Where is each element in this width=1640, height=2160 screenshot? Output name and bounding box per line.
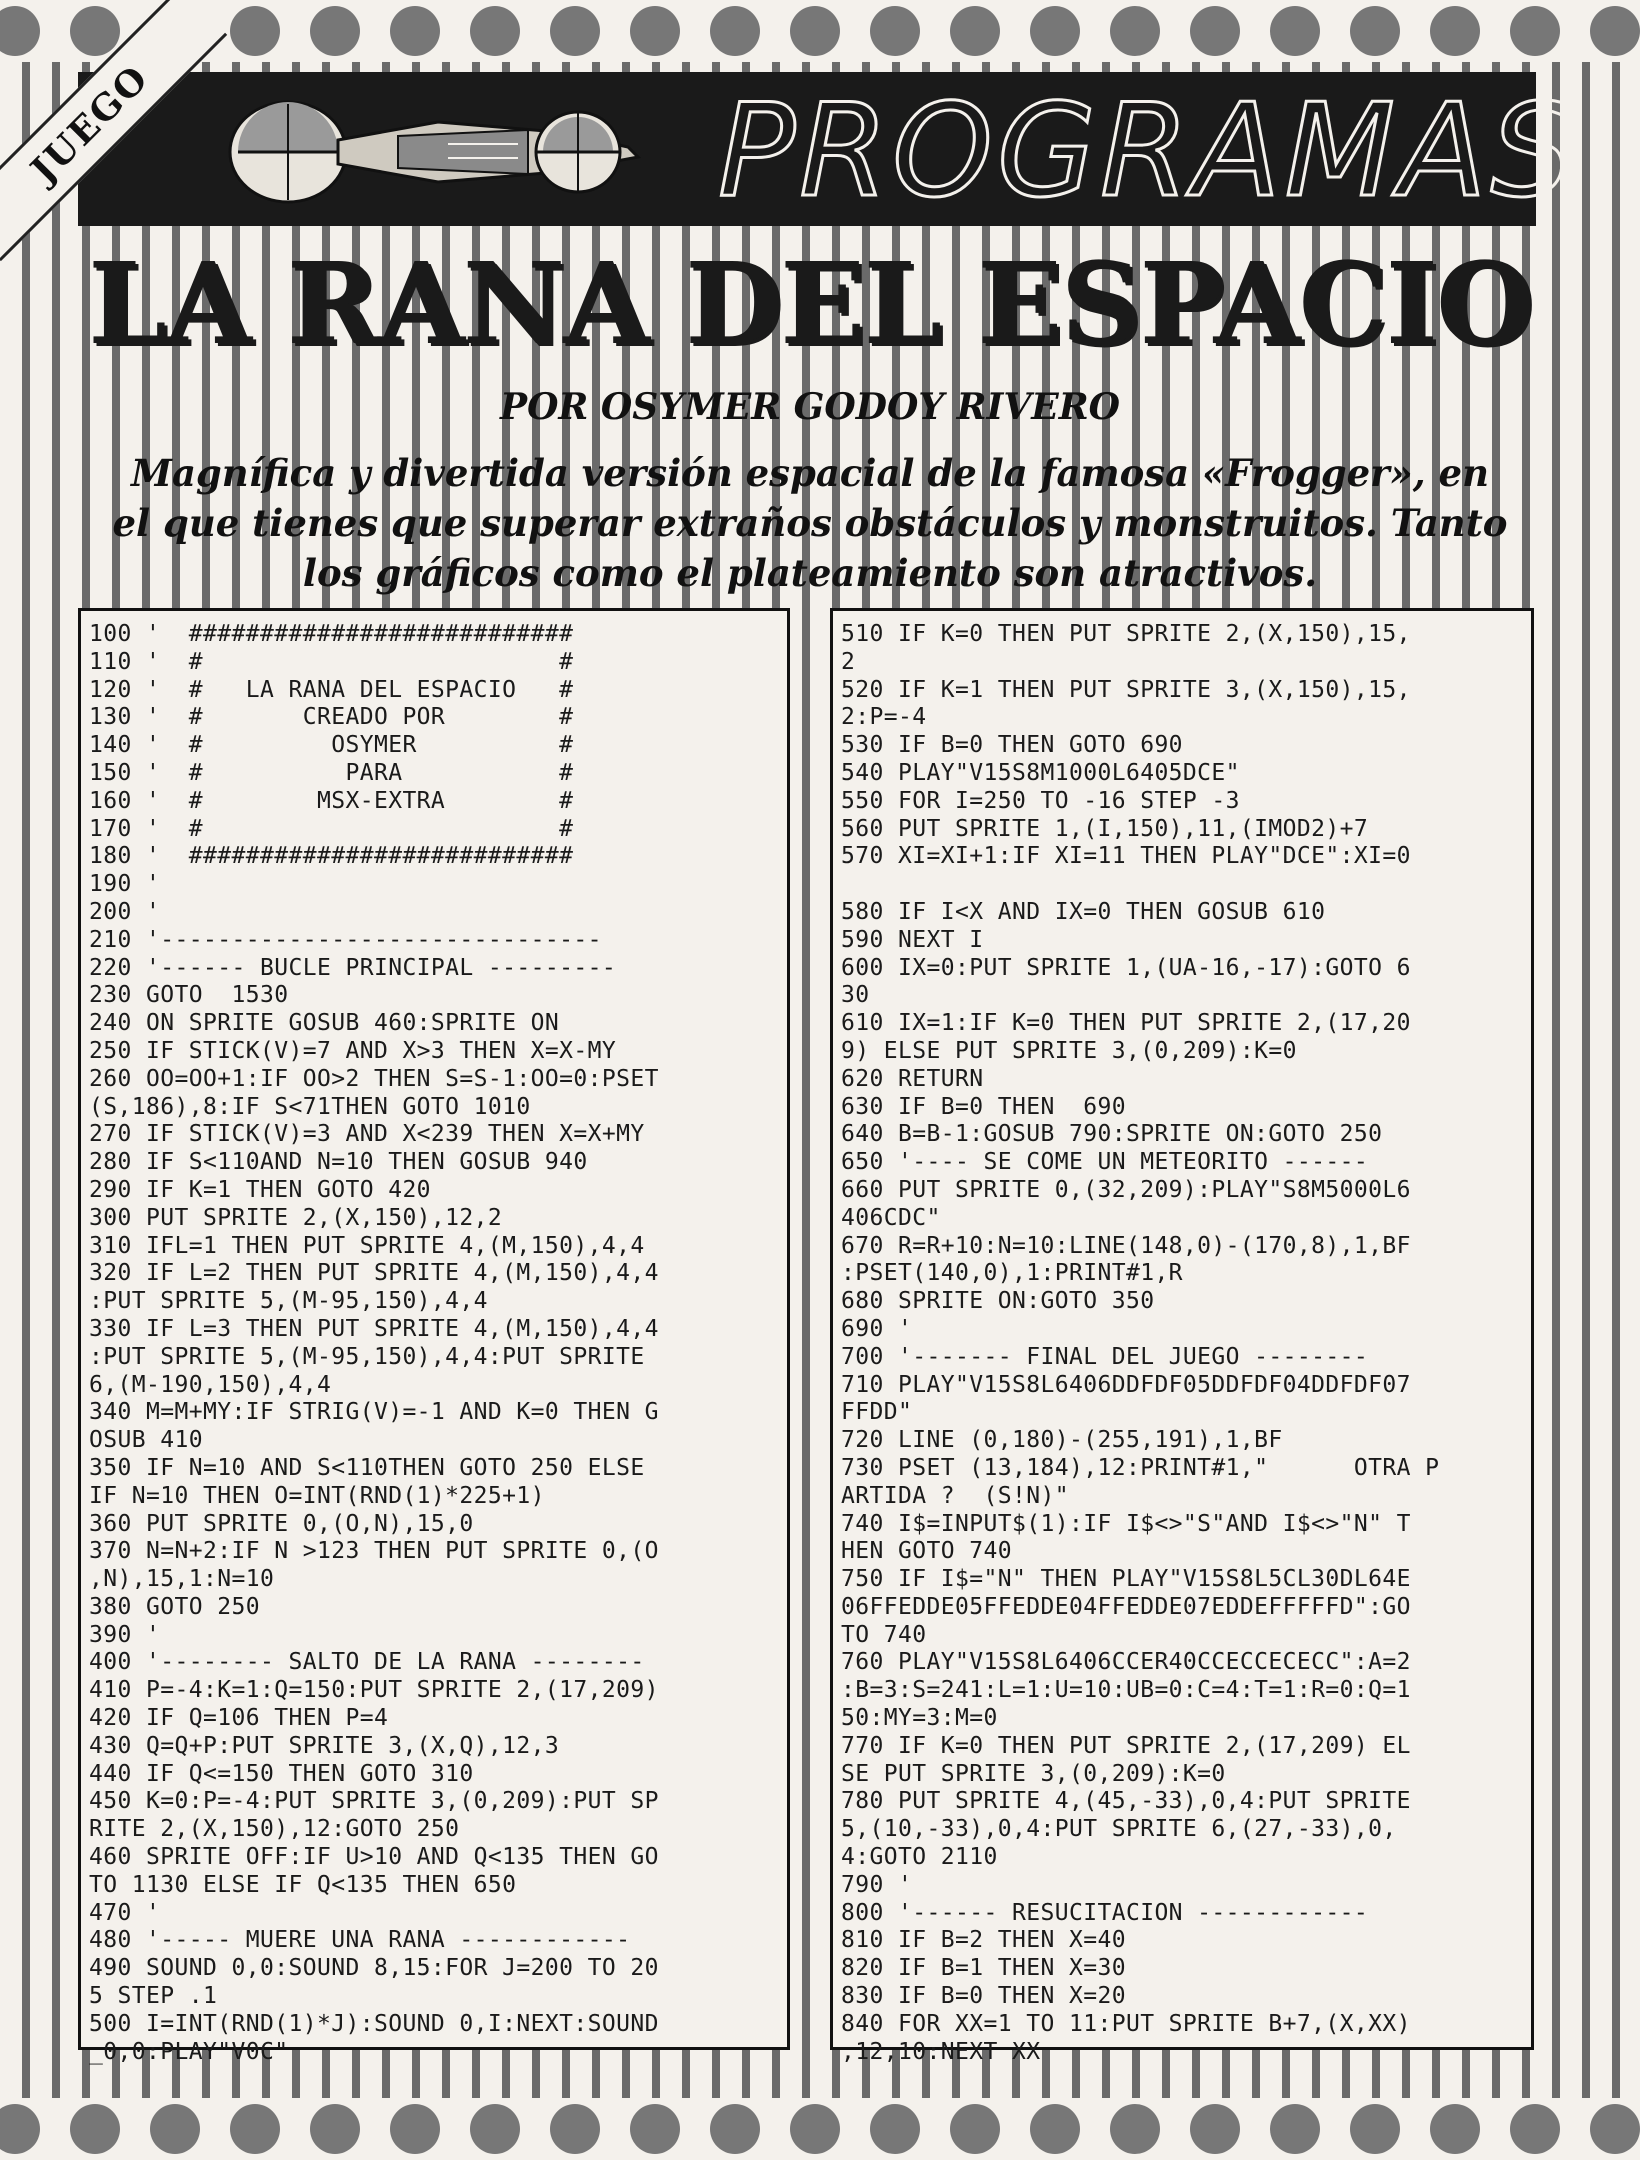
decorative-dot — [390, 2104, 440, 2154]
header-banner — [78, 72, 1576, 226]
code-line: 340 M=M+MY:IF STRIG(V)=-1 AND K=0 THEN G — [89, 1399, 659, 1426]
code-line: 530 IF B=0 THEN GOTO 690 — [841, 732, 1183, 759]
code-line — [841, 871, 1523, 899]
code-line: 350 IF N=10 AND S<110THEN GOTO 250 ELSE — [89, 1454, 645, 1481]
code-line: 810 IF B=2 THEN X=40 — [841, 1927, 1126, 1954]
code-line: 270 IF STICK(V)=3 AND X<239 THEN X=X+MY — [89, 1121, 645, 1148]
decorative-dot — [550, 2104, 600, 2154]
code-line: 110 ' # # — [89, 648, 574, 675]
article-intro — [80, 448, 1540, 598]
code-line: 670 R=R+10:N=10:LINE(148,0)-(170,8),1,BF — [841, 1232, 1411, 1259]
code-line: 590 NEXT I — [841, 926, 984, 953]
spaceship-illustration — [198, 92, 668, 212]
banner-title: PROGRAMAS — [718, 77, 1576, 226]
code-line: 750 IF I$="N" THEN PLAY"V15S8L5CL30DL64E — [841, 1566, 1411, 1593]
code-line: 170 ' # # — [89, 815, 574, 842]
code-line: TO 1130 ELSE IF Q<135 THEN 650 — [89, 1871, 517, 1898]
section-label: JUEGO — [22, 56, 158, 192]
code-line: 820 IF B=1 THEN X=30 — [841, 1955, 1126, 1982]
code-line: 390 ' — [89, 1621, 161, 1648]
decorative-dot — [70, 2104, 120, 2154]
intro-line: el que tienes que superar extraños obstáculos y monstruitos. Tanto — [112, 501, 1508, 545]
code-line: 2:P=-4 — [841, 704, 927, 731]
code-line: 580 IF I<X AND IX=0 THEN GOSUB 610 — [841, 898, 1326, 925]
code-line: :PSET(140,0),1:PRINT#1,R — [841, 1260, 1183, 1287]
decorative-dot — [550, 6, 600, 56]
code-line: 780 PUT SPRITE 4,(45,-33),0,4:PUT SPRITE — [841, 1788, 1411, 1815]
decorative-dot — [1270, 2104, 1320, 2154]
code-line: 5,(10,-33),0,4:PUT SPRITE 6,(27,-33),0, — [841, 1816, 1397, 1843]
code-line: (S,186),8:IF S<71THEN GOTO 1010 — [89, 1093, 531, 1120]
decorative-dot — [950, 6, 1000, 56]
code-line: ARTIDA ? (S!N)" — [841, 1482, 1069, 1509]
code-line: :B=3:S=241:L=1:U=10:UB=0:C=4:T=1:R=0:Q=1 — [841, 1677, 1411, 1704]
article-byline: POR OSYMER GODOY RIVERO — [500, 386, 1120, 428]
code-line: 790 ' — [841, 1871, 913, 1898]
intro-line: Magnífica y divertida versión espacial de la famosa «Frogger», en — [131, 451, 1489, 495]
code-line: 406CDC" — [841, 1204, 941, 1231]
code-line: TO 740 — [841, 1621, 927, 1648]
code-line: 250 IF STICK(V)=7 AND X>3 THEN X=X-MY — [89, 1037, 617, 1064]
decorative-dot — [870, 6, 920, 56]
decorative-dot — [310, 2104, 360, 2154]
code-line: 160 ' # MSX-EXTRA # — [89, 787, 574, 814]
code-line: 310 IFL=1 THEN PUT SPRITE 4,(M,150),4,4 — [89, 1232, 645, 1259]
code-line: 760 PLAY"V15S8L6406CCER40CCECCECECC":A=2 — [841, 1649, 1411, 1676]
code-line: 630 IF B=0 THEN 690 — [841, 1093, 1126, 1120]
decorative-dot — [0, 2104, 40, 2154]
code-line: 230 GOTO 1530 — [89, 982, 289, 1009]
code-line: 130 ' # CREADO POR # — [89, 704, 574, 731]
code-line: 320 IF L=2 THEN PUT SPRITE 4,(M,150),4,4 — [89, 1260, 659, 1287]
code-line: 620 RETURN — [841, 1065, 984, 1092]
code-line: 540 PLAY"V15S8M1000L6405DCE" — [841, 759, 1240, 786]
decorative-dot — [470, 6, 520, 56]
decorative-dot — [1350, 6, 1400, 56]
code-line: 190 ' — [89, 871, 161, 898]
code-line: 30 — [841, 982, 870, 1009]
decorative-dot — [950, 2104, 1000, 2154]
decorative-dot — [390, 6, 440, 56]
decorative-dot — [1430, 2104, 1480, 2154]
decorative-dot — [1030, 2104, 1080, 2154]
code-line: RITE 2,(X,150),12:GOTO 250 — [89, 1816, 460, 1843]
decorative-dot — [230, 2104, 280, 2154]
listing-right-panel — [830, 608, 1534, 2065]
decorative-dot — [1510, 2104, 1560, 2154]
code-line: 330 IF L=3 THEN PUT SPRITE 4,(M,150),4,4 — [89, 1315, 659, 1342]
code-line: :PUT SPRITE 5,(M-95,150),4,4:PUT SPRITE — [89, 1343, 645, 1370]
code-line: 600 IX=0:PUT SPRITE 1,(UA-16,-17):GOTO 6 — [841, 954, 1411, 981]
code-line: 730 PSET (13,184),12:PRINT#1," OTRA P — [841, 1454, 1440, 1481]
code-line: 290 IF K=1 THEN GOTO 420 — [89, 1176, 431, 1203]
bottom-dot-border — [0, 2098, 1620, 2160]
code-line: 640 B=B-1:GOSUB 790:SPRITE ON:GOTO 250 — [841, 1121, 1383, 1148]
code-line: 570 XI=XI+1:IF XI=11 THEN PLAY"DCE":XI=0 — [841, 843, 1411, 870]
code-line: 380 GOTO 250 — [89, 1593, 260, 1620]
intro-line: los gráficos como el plateamiento son atractivos. — [302, 551, 1318, 595]
code-line: 650 '---- SE COME UN METEORITO ------ — [841, 1149, 1369, 1176]
decorative-dot — [630, 6, 680, 56]
code-line: 240 ON SPRITE GOSUB 460:SPRITE ON — [89, 1010, 560, 1037]
decorative-dot — [1270, 6, 1320, 56]
code-listing-left — [81, 611, 787, 2076]
code-line: 720 LINE (0,180)-(255,191),1,BF — [841, 1427, 1283, 1454]
decorative-dot — [1510, 6, 1560, 56]
code-line: SE PUT SPRITE 3,(0,209):K=0 — [841, 1760, 1226, 1787]
code-line: 200 ' — [89, 898, 161, 925]
code-line: 120 ' # LA RANA DEL ESPACIO # — [89, 676, 574, 703]
code-line: 440 IF Q<=150 THEN GOTO 310 — [89, 1760, 474, 1787]
corner-label — [0, 0, 260, 260]
code-line: :PUT SPRITE 5,(M-95,150),4,4 — [89, 1288, 488, 1315]
code-line: 50:MY=3:M=0 — [841, 1705, 998, 1732]
code-line: 100 ' ########################### — [89, 621, 574, 647]
code-line: 830 IF B=0 THEN X=20 — [841, 1983, 1126, 2010]
code-line: 4:GOTO 2110 — [841, 1844, 998, 1871]
decorative-dot — [1350, 2104, 1400, 2154]
code-line: 9) ELSE PUT SPRITE 3,(0,209):K=0 — [841, 1037, 1297, 1064]
code-line: 470 ' — [89, 1899, 161, 1926]
code-line: HEN GOTO 740 — [841, 1538, 1012, 1565]
code-line: 410 P=-4:K=1:Q=150:PUT SPRITE 2,(17,209) — [89, 1677, 659, 1704]
code-line: 840 FOR XX=1 TO 11:PUT SPRITE B+7,(X,XX) — [841, 2010, 1411, 2037]
code-line: 510 IF K=0 THEN PUT SPRITE 2,(X,150),15, — [841, 621, 1411, 647]
decorative-dot — [710, 2104, 760, 2154]
decorative-dot — [1110, 2104, 1160, 2154]
code-line: 460 SPRITE OFF:IF U>10 AND Q<135 THEN GO — [89, 1844, 659, 1871]
code-line: 550 FOR I=250 TO -16 STEP -3 — [841, 787, 1240, 814]
code-line: 770 IF K=0 THEN PUT SPRITE 2,(17,209) EL — [841, 1732, 1411, 1759]
code-line: 2 — [841, 648, 856, 675]
decorative-dot — [710, 6, 760, 56]
code-line: 140 ' # OSYMER # — [89, 732, 574, 759]
decorative-dot — [150, 2104, 200, 2154]
code-line: 740 I$=INPUT$(1):IF I$<>"S"AND I$<>"N" T — [841, 1510, 1411, 1537]
code-line: FFDD" — [841, 1399, 913, 1426]
listing-left-panel — [78, 608, 790, 2065]
decorative-dot — [1110, 6, 1160, 56]
code-line: 300 PUT SPRITE 2,(X,150),12,2 — [89, 1204, 503, 1231]
decorative-dot — [310, 6, 360, 56]
section-label-band — [0, 0, 227, 261]
code-line: 150 ' # PARA # — [89, 759, 574, 786]
decorative-dot — [870, 2104, 920, 2154]
code-line: 180 ' ########################### — [89, 843, 574, 870]
code-line: ,12,10:NEXT XX — [841, 2038, 1041, 2065]
code-line: 710 PLAY"V15S8L6406DDFDF05DDFDF04DDFDF07 — [841, 1371, 1411, 1398]
code-line: 210 '------------------------------- — [89, 926, 602, 953]
decorative-dot — [790, 2104, 840, 2154]
code-line: 430 Q=Q+P:PUT SPRITE 3,(X,Q),12,3 — [89, 1732, 560, 1759]
decorative-dot — [1190, 2104, 1240, 2154]
code-line: 480 '----- MUERE UNA RANA ------------ — [89, 1927, 631, 1954]
code-line: 220 '------ BUCLE PRINCIPAL --------- — [89, 954, 617, 981]
decorative-dot — [790, 6, 840, 56]
code-line: 260 OO=OO+1:IF OO>2 THEN S=S-1:OO=0:PSET — [89, 1065, 659, 1092]
decorative-dot — [1190, 6, 1240, 56]
code-line: 06FFEDDE05FFEDDE04FFEDDE07EDDEFFFFFD":GO — [841, 1593, 1411, 1620]
code-line: 520 IF K=1 THEN PUT SPRITE 3,(X,150),15, — [841, 676, 1411, 703]
code-line: 610 IX=1:IF K=0 THEN PUT SPRITE 2,(17,20 — [841, 1010, 1411, 1037]
code-line: IF N=10 THEN O=INT(RND(1)*225+1) — [89, 1482, 545, 1509]
decorative-dot — [470, 2104, 520, 2154]
decorative-dot — [630, 2104, 680, 2154]
code-line: 500 I=INT(RND(1)*J):SOUND 0,I:NEXT:SOUND — [89, 2010, 659, 2037]
code-line: 660 PUT SPRITE 0,(32,209):PLAY"S8M5000L6 — [841, 1176, 1411, 1203]
decorative-dot — [1590, 6, 1640, 56]
code-line: _0,0:PLAY"V0C" — [89, 2038, 289, 2065]
code-line: 560 PUT SPRITE 1,(I,150),11,(IMOD2)+7 — [841, 815, 1369, 842]
code-line: 420 IF Q=106 THEN P=4 — [89, 1705, 389, 1732]
code-line: 690 ' — [841, 1315, 913, 1342]
code-listing-right — [833, 611, 1531, 2076]
code-line: 6,(M-190,150),4,4 — [89, 1371, 332, 1398]
code-line: 800 '------ RESUCITACION ------------ — [841, 1899, 1369, 1926]
code-line: 5 STEP .1 — [89, 1983, 218, 2010]
decorative-dot — [1590, 2104, 1640, 2154]
decorative-dot — [1030, 6, 1080, 56]
code-line: OSUB 410 — [89, 1427, 203, 1454]
code-line: 680 SPRITE ON:GOTO 350 — [841, 1288, 1155, 1315]
decorative-dot — [1430, 6, 1480, 56]
article-title: LA RANA DEL ESPACIO — [88, 239, 1532, 370]
code-line: 490 SOUND 0,0:SOUND 8,15:FOR J=200 TO 20 — [89, 1955, 659, 1982]
code-line: 360 PUT SPRITE 0,(O,N),15,0 — [89, 1510, 474, 1537]
code-line: 450 K=0:P=-4:PUT SPRITE 3,(0,209):PUT SP — [89, 1788, 659, 1815]
code-line: 370 N=N+2:IF N >123 THEN PUT SPRITE 0,(O — [89, 1538, 659, 1565]
code-line: 280 IF S<110AND N=10 THEN GOSUB 940 — [89, 1149, 588, 1176]
code-line: 700 '------- FINAL DEL JUEGO -------- — [841, 1343, 1369, 1370]
code-line: ,N),15,1:N=10 — [89, 1566, 275, 1593]
code-line: 400 '-------- SALTO DE LA RANA -------- — [89, 1649, 645, 1676]
